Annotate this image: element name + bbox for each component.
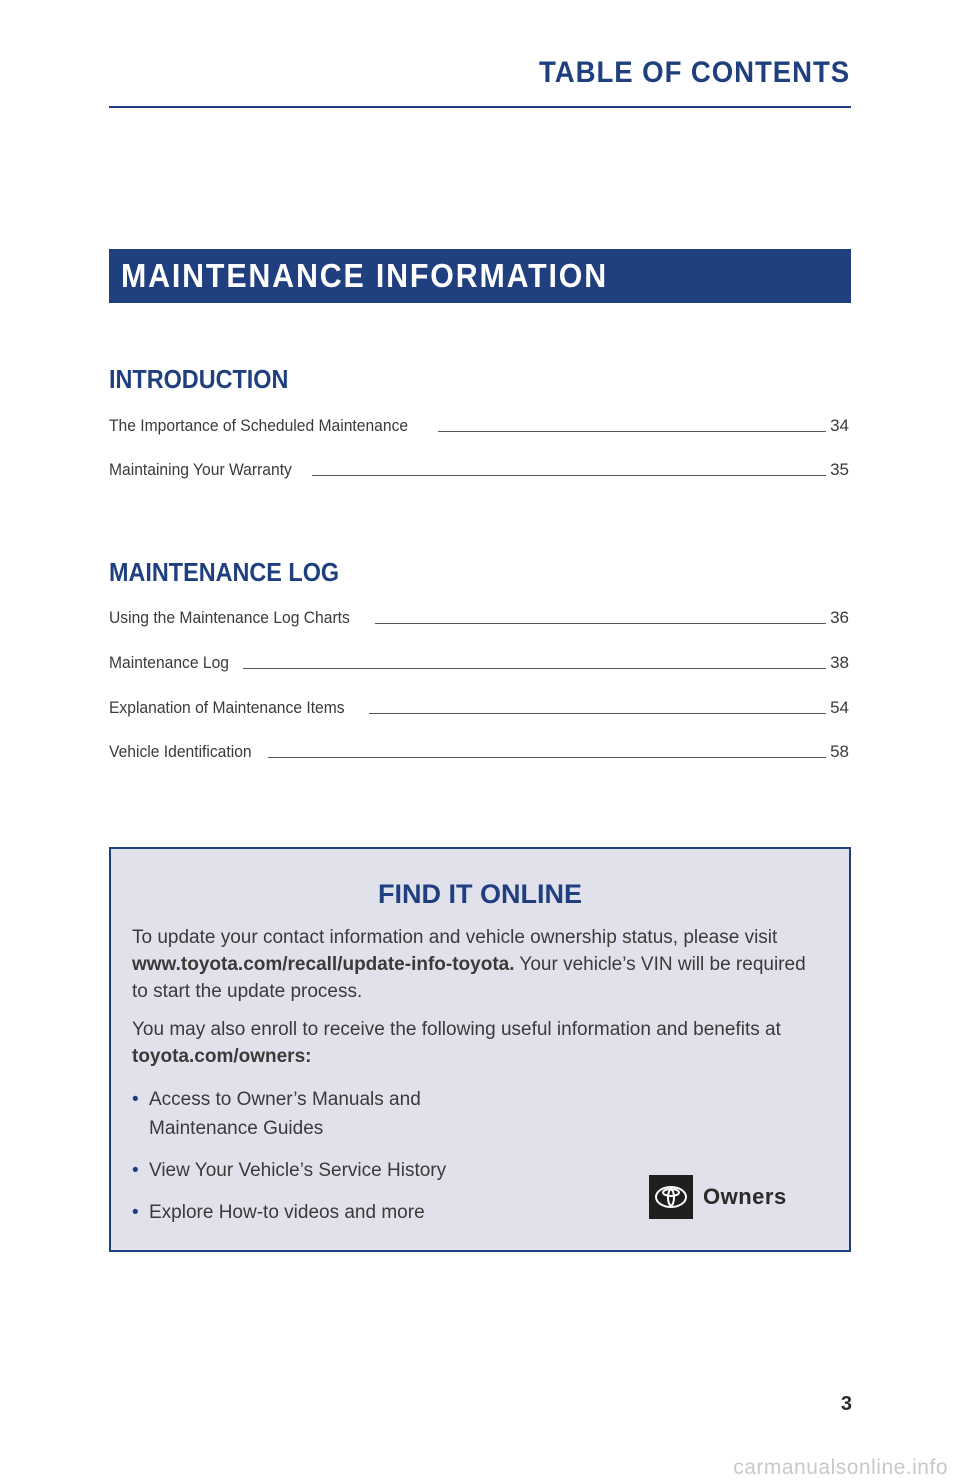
toc-entry-label: Using the Maintenance Log Charts: [109, 608, 350, 627]
page-title: TABLE OF CONTENTS: [538, 56, 850, 89]
toc-entry-page: 58: [830, 742, 849, 761]
toc-entry[interactable]: [109, 412, 849, 436]
toc-entry[interactable]: [109, 694, 849, 718]
list-item: [132, 1085, 532, 1143]
update-info-paragraph: [132, 924, 812, 1005]
find-it-online-title: FIND IT ONLINE: [378, 879, 582, 909]
toc-entry[interactable]: [109, 604, 849, 628]
list-item-text: Explore How-to videos and more: [149, 1202, 425, 1223]
toc-entry-label: Vehicle Identification: [109, 742, 252, 761]
bullet-icon: •: [132, 1160, 139, 1181]
toc-entry-page: 35: [830, 460, 849, 479]
dot-leader: [369, 713, 826, 714]
owners-logo-text: Owners: [703, 1184, 787, 1209]
toc-entry-page: 34: [830, 416, 849, 435]
dot-leader: [312, 475, 826, 476]
page-number: 3: [840, 1393, 852, 1415]
enroll-text: You may also enroll to receive the following useful information and benefits at: [132, 1019, 781, 1040]
update-info-text-after: Your vehicle’s VIN will be required to start the update process.: [132, 954, 806, 1002]
toc-entry-page: 54: [830, 698, 849, 717]
update-info-link[interactable]: www.toyota.com/recall/update-info-toyota.: [132, 954, 515, 975]
list-item: [132, 1198, 532, 1227]
dot-leader: [268, 757, 826, 758]
list-item-text: Access to Owner’s Manuals and Maintenance Guides: [149, 1089, 421, 1139]
update-info-text-before: To update your contact information and vehicle ownership status, please visit: [132, 927, 778, 948]
banner-title: MAINTENANCE INFORMATION: [121, 257, 609, 294]
toyota-owners-logo: [649, 1175, 787, 1219]
section-banner: [109, 249, 851, 303]
toc-entry-page: 36: [830, 608, 849, 627]
watermark: carmanualsonline.info: [733, 1456, 948, 1479]
toc-entry-label: Maintenance Log: [109, 653, 230, 672]
bullet-icon: •: [132, 1089, 139, 1110]
section-heading-maintenance-log: MAINTENANCE LOG: [109, 557, 340, 587]
dot-leader: [243, 668, 826, 669]
bullet-icon: •: [132, 1202, 139, 1223]
toc-entry-page: 38: [830, 653, 849, 672]
toc-entry-label: The Importance of Scheduled Maintenance: [109, 416, 409, 435]
toc-entry-label: Explanation of Maintenance Items: [109, 698, 345, 717]
title-divider: [109, 106, 851, 108]
toc-entry[interactable]: [109, 456, 849, 480]
toc-entry-label: Maintaining Your Warranty: [109, 460, 292, 479]
find-it-online-box: [109, 847, 851, 1252]
owners-site-link[interactable]: toyota.com/owners:: [132, 1046, 312, 1067]
toc-entry[interactable]: [109, 649, 849, 673]
enroll-paragraph: [132, 1016, 812, 1070]
list-item-text: View Your Vehicle’s Service History: [149, 1160, 447, 1181]
section-heading-introduction: INTRODUCTION: [109, 364, 289, 394]
dot-leader: [375, 623, 826, 624]
dot-leader: [438, 431, 826, 432]
toc-entry[interactable]: [109, 738, 849, 762]
toyota-emblem-icon: [649, 1175, 693, 1219]
list-item: [132, 1156, 532, 1185]
